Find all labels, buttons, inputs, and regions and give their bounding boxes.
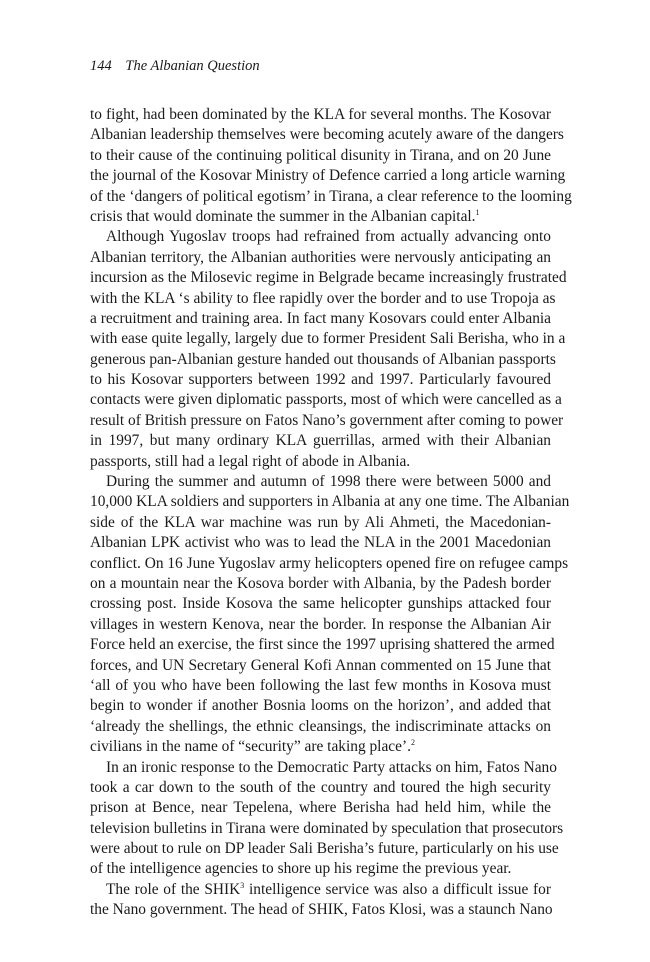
text-line-content: civilians in the name of “security” are taking place’. [90,738,411,756]
text-line: ‘already the shellings, the ethnic cleansings, the indiscriminate attacks on [90,717,551,735]
text-line-content: The role of the SHIK [106,880,241,898]
text-line [90,880,551,900]
footnote-marker: 3 [240,880,245,890]
text-line: to his Kosovar supporters between 1992 and 1997. Particularly favoured [90,371,551,389]
text-line-content: crisis that would dominate the summer in the Albanian capital. [90,207,476,225]
running-head [90,58,260,75]
text-line: Albanian territory, the Albanian authorities were nervously anticipating an [90,248,551,266]
text-line: to their cause of the continuing political disunity in Tirana, and on 20 June [90,146,551,164]
text-line-content: intelligence service was also a difficult issue for [244,880,551,898]
text-line: generous pan-Albanian gesture handed out thousands of Albanian passports [90,350,556,368]
text-line: Force held an exercise, the first since the 1997 uprising shattered the armed [90,636,555,654]
text-line: conflict. On 16 June Yugoslav army helicopters opened fire on refugee camps [90,554,569,572]
text-line: the Nano government. The head of SHIK, Fatos Klosi, was a staunch Nano [90,901,553,919]
text-line: of the ‘dangers of political egotism’ in Tirana, a clear reference to the looming [90,187,572,205]
text-line: passports, still had a legal right of abode in Albania. [90,452,411,470]
text-line: television bulletins in Tirana were dominated by speculation that prosecutors [90,819,564,837]
text-line: to fight, had been dominated by the KLA for several months. The Kosovar [90,106,551,123]
text-line: During the summer and autumn of 1998 there were between 5000 and [106,473,551,491]
text-line: Albanian leadership themselves were becoming acutely aware of the dangers [90,126,564,144]
text-line: result of British pressure on Fatos Nano’s government after coming to power [90,411,564,429]
text-line: forces, and UN Secretary General Kofi Annan commented on 15 June that [90,656,551,674]
text-line: crossing post. Inside Kosova the same helicopter gunships attacked four [90,595,551,613]
footnote-marker: 1 [475,207,480,217]
text-line: villages in western Kenova, near the border. In response the Albanian Air [90,615,551,633]
text-line: incursion as the Milosevic regime in Belgrade became increasingly frustrated [90,269,567,287]
text-line: of the intelligence agencies to shore up his regime the previous year. [90,860,512,878]
text-line: took a car down to the south of the country and toured the high security [90,778,551,796]
text-line: In an ironic response to the Democratic Party attacks on him, Fatos Nano [106,758,557,776]
text-line: the journal of the Kosovar Ministry of Defence carried a long article warning [90,167,566,185]
footnote-marker: 2 [410,738,415,748]
text-line: 10,000 KLA soldiers and supporters in Albania at any one time. The Albanian [90,493,570,511]
text-line: a recruitment and training area. In fact many Kosovars could enter Albania [90,309,551,327]
text-line: in 1997, but many ordinary KLA guerrillas, armed with their Albanian [90,432,551,450]
text-line [90,207,551,227]
text-line: Albanian LPK activist who was to lead the NLA in the 2001 Macedonian [90,534,551,552]
text-line: prison at Bence, near Tepelena, where Berisha had held him, while the [90,799,551,817]
text-line: Although Yugoslav troops had refrained from actually advancing onto [106,228,551,246]
book-title: The Albanian Question [125,58,260,74]
text-line: ‘all of you who have been following the last few months in Kosova must [90,676,551,694]
text-line: were about to rule on DP leader Sali Berisha’s future, particularly on his use [90,840,559,858]
text-line: contacts were given diplomatic passports, most of which were cancelled as a [90,391,562,409]
text-line [90,737,551,757]
text-line: on a mountain near the Kosova border with Albania, by the Padesh border [90,574,551,592]
text-line: side of the KLA war machine was run by Ali Ahmeti, the Macedonian- [90,513,551,531]
text-line: with ease quite legally, largely due to former President Sali Berisha, who in a [90,330,566,348]
text-line: begin to wonder if another Bosnia looms on the horizon’, and added that [90,697,551,715]
text-line: with the KLA ‘s ability to flee rapidly over the border and to use Tropoja as [90,289,556,307]
page-number: 144 [90,58,112,74]
body-text [90,105,572,921]
